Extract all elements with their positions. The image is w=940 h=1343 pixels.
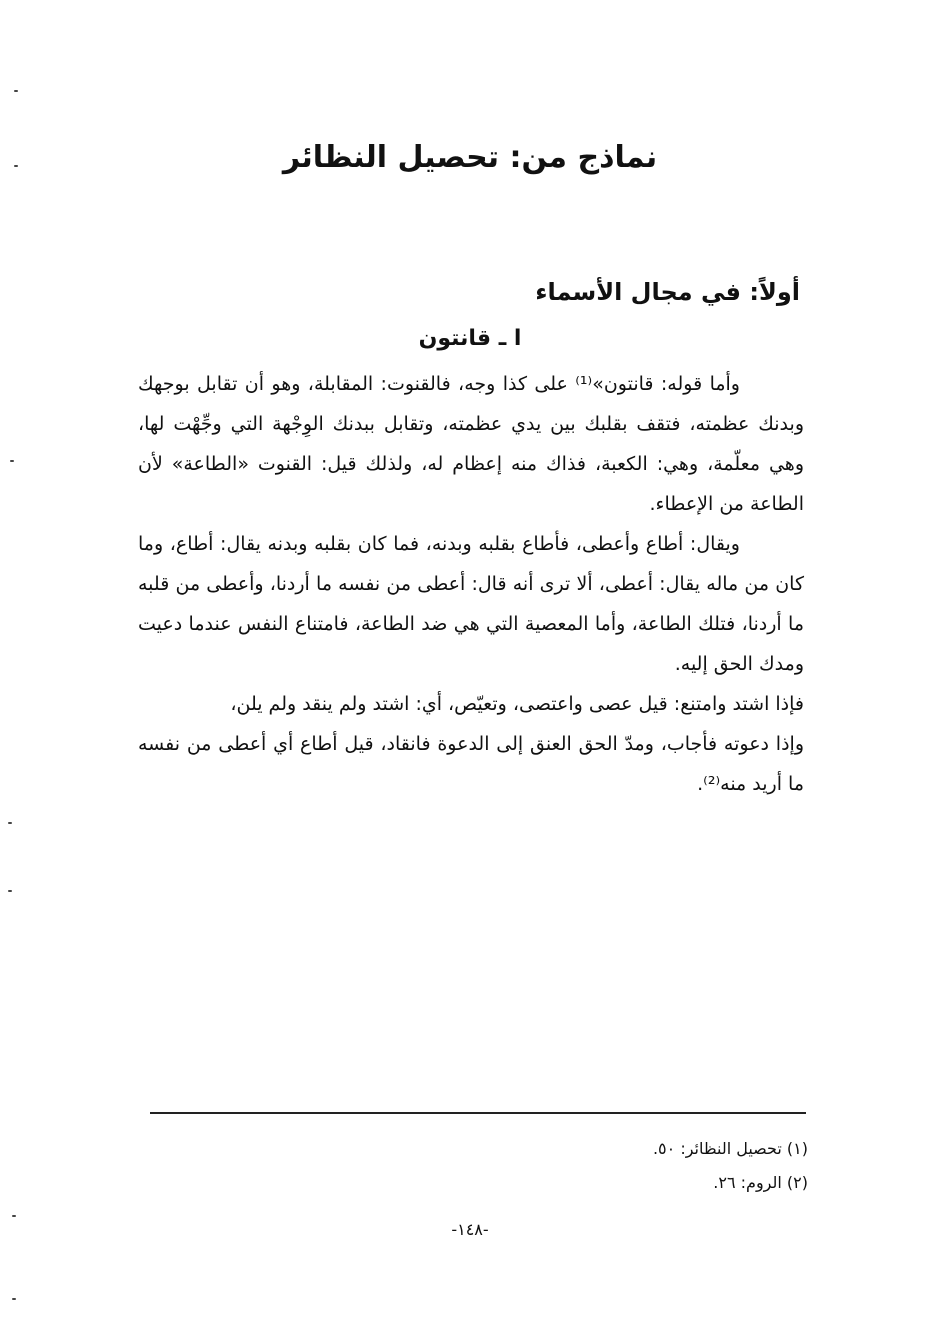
footnote-1: (١) تحصيل النظائر: ٥٠. <box>652 1139 808 1158</box>
footnote-divider <box>150 1112 806 1114</box>
scan-speck <box>12 1298 16 1300</box>
scan-speck <box>14 165 18 167</box>
footnotes <box>653 1132 808 1200</box>
scan-speck <box>10 460 14 462</box>
scan-speck <box>8 822 12 824</box>
body-text <box>138 364 804 804</box>
scan-speck <box>12 1215 16 1217</box>
page-title: نماذج من: تحصيل النظائر <box>282 140 658 175</box>
sub-heading: ا ـ قانتون <box>418 326 522 351</box>
scan-speck <box>14 90 18 92</box>
paragraph-1: وأما قوله: قانتون»⁽¹⁾ على كذا وجه، فالقنوت: المقابلة، وهو أن تقابل بوجهك وبدنك عظمته، فتقف بقلبك بين يدي عظمته، وتقابل ببدنك الوِجْهة التي وجِّهْت لها، وهي معلّمة، وهي: الكعبة، فذاك منه إعظام له، ولذلك قيل: القنوت «الطاعة» لأن الطاعة من الإعطاء. <box>138 373 804 515</box>
paragraph-2: ويقال: أطاع وأعطى، فأطاع بقلبه وبدنه، فما كان بقلبه وبدنه يقال: أطاع، وما كان من ماله يقال: أعطى، ألا ترى أنه قال: أعطى من نفسه ما أردنا، وأعطى من قلبه ما أردنا، فتلك الطاعة، وأما المعصية التي هي ضد الطاعة، فامتناع النفس عندما دعيت ومدك الحق إليه. <box>138 533 804 675</box>
section-heading: أولاً: في مجال الأسماء <box>535 278 800 306</box>
footnote-2: (٢) الروم: ٢٦. <box>713 1173 808 1192</box>
page-number: -١٤٨- <box>451 1220 489 1239</box>
paragraph-3: فإذا اشتد وامتنع: قيل عصى واعتصى، وتعيّص، أي: اشتد ولم ينقد ولم يلن، <box>230 693 804 715</box>
paragraph-4: وإذا دعوته فأجاب، ومدّ الحق العنق إلى الدعوة فانقاد، قيل أطاع أي أعطى من نفسه ما أريد منه⁽²⁾. <box>138 733 804 795</box>
scan-speck <box>8 890 12 892</box>
